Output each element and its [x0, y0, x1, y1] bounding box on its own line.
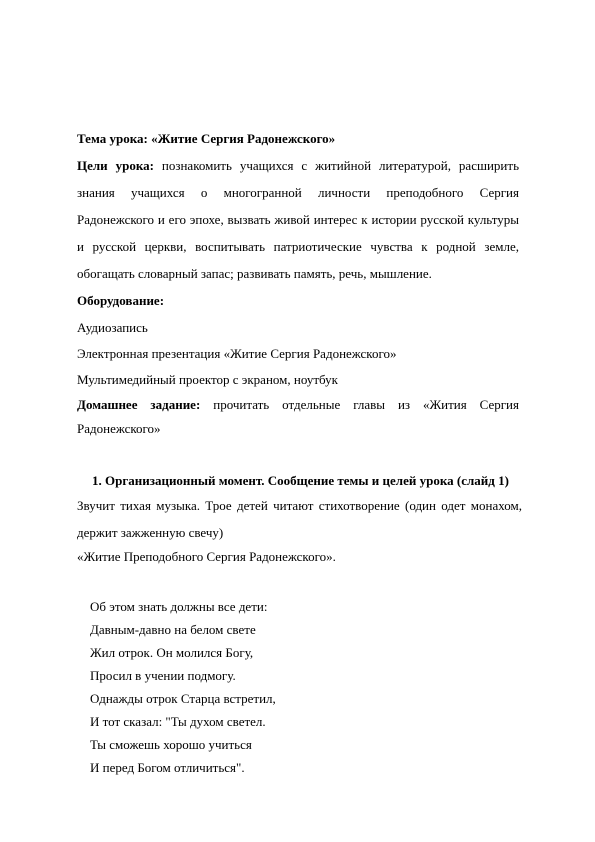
goals-text: познакомить учащихся с житийной литературой, расширить знания учащихся о многогранной личности преподобного Сергия Радонежского и его эпохе, вызвать живой интерес к истории русской культуры и русской церкви, воспитывать патриотические чувства к родной земле, обогащать словарный запас; развивать память, речь, мышление.: [77, 158, 519, 281]
homework-line-1: [77, 391, 519, 418]
poem-line: Жил отрок. Он молился Богу,: [90, 645, 254, 660]
topic-value: «Житие Сергия Радонежского»: [151, 131, 336, 146]
poem: [90, 595, 510, 779]
poem-line: Об этом знать должны все дети:: [90, 599, 268, 614]
poem-line: Однажды отрок Старца встретил,: [90, 691, 276, 706]
equipment-heading: Оборудование:: [77, 293, 165, 308]
poem-line: И перед Богом отличиться".: [90, 760, 245, 775]
equipment-item: Аудиозапись: [77, 320, 148, 335]
poem-title: «Житие Преподобного Сергия Радонежского».: [77, 549, 336, 564]
goals-label: Цели урока:: [77, 158, 154, 173]
poem-line: Просил в учении подмогу.: [90, 668, 236, 683]
lesson-topic: [77, 125, 519, 152]
poem-line: Ты сможешь хорошо учиться: [90, 737, 252, 752]
homework-text: прочитать отдельные главы из «Жития Сергия: [213, 397, 519, 412]
homework-line-2: Радонежского»: [77, 421, 161, 436]
homework-label: Домашнее задание:: [77, 397, 201, 412]
poem-line: Давным-давно на белом свете: [90, 622, 256, 637]
topic-label: Тема урока:: [77, 131, 148, 146]
section-heading: 1. Организационный момент. Сообщение темы и целей урока (слайд 1): [92, 473, 509, 488]
poem-line: И тот сказал: "Ты духом светел.: [90, 714, 266, 729]
equipment-item: Электронная презентация «Житие Сергия Радонежского»: [77, 346, 397, 361]
section-intro: Звучит тихая музыка. Трое детей читают стихотворение (один одет монахом, держит зажженную свечу): [77, 498, 522, 540]
equipment-item: Мультимедийный проектор с экраном, ноутбук: [77, 372, 338, 387]
lesson-goals: [77, 152, 519, 287]
